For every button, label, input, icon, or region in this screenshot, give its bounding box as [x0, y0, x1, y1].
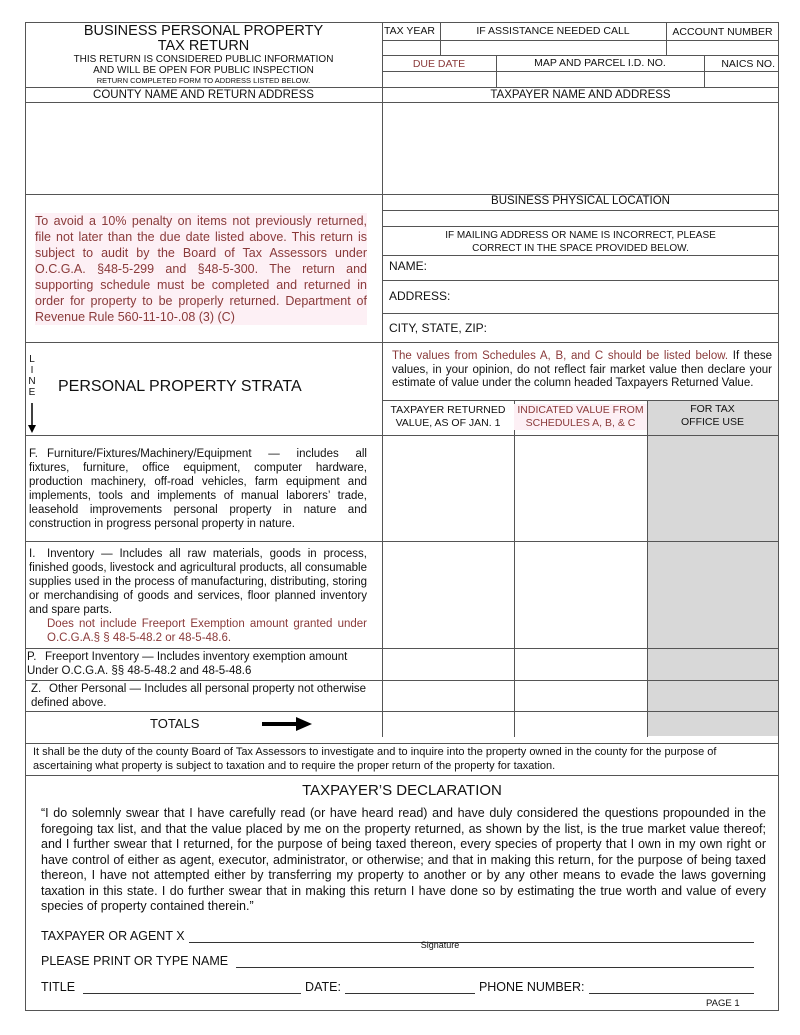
values-note-black: If these values, in your opinion, do not reflect fair market value then declare your estimate of value under the column headed Taxpayers Returned Value. [392, 350, 772, 389]
inventory-returned-value[interactable] [383, 542, 514, 647]
address-label: ADDRESS: [389, 289, 451, 303]
assistance-phone-field[interactable] [441, 41, 665, 55]
map-parcel-label: MAP AND PARCEL I.D. NO. [534, 57, 666, 69]
inventory-exemption-note: Does not include Freeport Exemption amount granted under O.C.G.A.§ § 48-5-48.2 or 48-5-48.6. [47, 618, 367, 644]
duty-statement: It shall be the duty of the county Board of Tax Assessors to investigate and to inquire into the property owned in the county for the purpose of ascertaining what property is subject to taxation and to require the proper return of the property for taxation. [33, 746, 717, 772]
office-use-header-bg [647, 401, 778, 736]
phone-field[interactable] [589, 980, 754, 994]
assistance-label: IF ASSISTANCE NEEDED CALL [476, 25, 630, 37]
print-name-row [41, 954, 754, 968]
due-date-label: DUE DATE [412, 58, 466, 70]
totals-label: TOTALS [150, 716, 200, 731]
arrow-down-icon [27, 403, 37, 433]
strata-row-furniture: F. Furniture/Fixtures/Machinery/Equipment — includes all fixtures, furniture, office equipment, computer hardware, production machinery, off-road vehicles, farm equipment and implements, tools and implements of manual laborers’ trade, leasehold improvements personal property in nature and construction in progress personal property in nature. [29, 448, 367, 530]
title-date-phone-row [41, 980, 754, 994]
freeport-returned-value[interactable] [383, 649, 514, 679]
correction-note [382, 229, 779, 255]
strata-row-freeport: P. Freeport Inventory — Includes inventory exemption amount Under O.C.G.A. §§ 48-5-48.2 and 48-5-48.6 [27, 651, 348, 677]
furniture-returned-value[interactable] [383, 436, 514, 540]
other-indicated-value[interactable] [515, 681, 647, 711]
strata-row-other: Z. Other Personal — Includes all personal property not otherwise defined above. [31, 683, 367, 709]
map-parcel-field[interactable] [497, 72, 703, 86]
business-location-field[interactable] [383, 211, 778, 226]
signature-caption: Signature [420, 940, 460, 950]
furniture-indicated-value[interactable] [515, 436, 647, 540]
form-title-line2: TAX RETURN [157, 38, 250, 54]
line-indicator: L I N E [28, 354, 36, 398]
other-returned-value[interactable] [383, 681, 514, 711]
totals-indicated-value[interactable] [515, 712, 647, 737]
col-indicated-value: INDICATED VALUE FROM SCHEDULES A, B, & C [514, 404, 647, 430]
taxpayer-label: TAXPAYER NAME AND ADDRESS [490, 89, 671, 101]
freeport-indicated-value[interactable] [515, 649, 647, 679]
tax-year-label: TAX YEAR [384, 25, 435, 37]
naics-label: NAICS NO. [721, 58, 775, 70]
col-office-use: FOR TAX OFFICE USE [680, 403, 744, 428]
correction-line2: CORRECT IN THE SPACE PROVIDED BELOW. [472, 243, 689, 254]
declaration-title: TAXPAYER’S DECLARATION [302, 782, 502, 799]
agent-label: TAXPAYER OR AGENT X [41, 929, 185, 943]
name-field[interactable] [430, 256, 778, 280]
city-state-zip-field[interactable] [495, 314, 778, 342]
correction-line1: IF MAILING ADDRESS OR NAME IS INCORRECT, PLEASE [445, 230, 716, 241]
print-name-label: PLEASE PRINT OR TYPE NAME [41, 954, 229, 968]
name-label: NAME: [389, 259, 428, 273]
date-field[interactable] [345, 980, 475, 994]
return-note: RETURN COMPLETED FORM TO ADDRESS LISTED BELOW. [96, 76, 311, 85]
totals-returned-value[interactable] [383, 712, 514, 737]
phone-label: PHONE NUMBER: [478, 980, 585, 994]
address-field[interactable] [455, 281, 778, 313]
strata-row-inventory: I. Inventory — Includes all raw materials, goods in process, finished goods, livestock and agricultural products, all consumable supplies used in the process of manufacturing, distributing, storing or merchandising of goods and services, floor planned inventory and spare parts. Does not include Freeport Exemption amount granted under O.C.G.A.§ § 48-5-48.2 or 48-5-48.6. [29, 548, 367, 644]
naics-field[interactable] [705, 72, 778, 86]
inventory-indicated-value[interactable] [515, 542, 647, 647]
county-label: COUNTY NAME AND RETURN ADDRESS [93, 89, 314, 101]
penalty-notice: To avoid a 10% penalty on items not previously returned, file not later than the due date listed above. This return is subject to audit by the Board of Tax Assessors under O.C.G.A. §48-5-299 and §48-5-300. The return and supporting schedule must be completed and returned in order for property to be properly returned. Department of Revenue Rule 560-11-10-.08 (3) (C) [35, 214, 367, 324]
title-field[interactable] [83, 980, 301, 994]
tax-year-field[interactable] [383, 41, 439, 55]
col-taxpayer-returned: TAXPAYER RETURNED VALUE, AS OF JAN. 1 [390, 404, 506, 429]
account-number-label: ACCOUNT NUMBER [672, 26, 773, 38]
arrow-right-icon [262, 717, 312, 731]
title-label: TITLE [41, 980, 76, 994]
form-title-line1: BUSINESS PERSONAL PROPERTY [83, 23, 324, 39]
declaration-text: “I do solemnly swear that I have carefully read (or have heard read) and have duly considered the questions propounded in the foregoing tax list, and that the value placed by me on the property returned, as shown by the list, is the true market value thereof; and I further swear that I returned, for the purpose of being taxed thereon, every species of property that I own in my own right or have control of either as agent, executor, administrator, or otherwise; and that in making this return, for the purpose of being taxed thereon, I have not attempted either by transferring my property to another or by any other means to evade the laws governing taxation in this state. I do further swear that in making this return I have done so by estimating the true worth and value of every species of property contained therein.” [41, 806, 766, 913]
values-note-red: The values from Schedules A, B, and C should be listed below. [392, 350, 729, 362]
public-notice-line1: THIS RETURN IS CONSIDERED PUBLIC INFORMATION [73, 54, 334, 65]
city-state-zip-label: CITY, STATE, ZIP: [389, 321, 488, 335]
account-number-field[interactable] [667, 41, 778, 55]
values-note [392, 350, 772, 391]
date-label: DATE: [305, 980, 341, 994]
taxpayer-address-area [383, 103, 778, 193]
county-address-area [26, 103, 381, 193]
page-number: PAGE 1 [706, 998, 740, 1009]
due-date-field[interactable] [383, 72, 495, 86]
strata-title: PERSONAL PROPERTY STRATA [58, 378, 302, 395]
form-header [25, 24, 382, 86]
print-name-field[interactable] [236, 954, 754, 968]
business-location-label: BUSINESS PHYSICAL LOCATION [491, 195, 670, 207]
public-notice-line2: AND WILL BE OPEN FOR PUBLIC INSPECTION [93, 65, 314, 76]
